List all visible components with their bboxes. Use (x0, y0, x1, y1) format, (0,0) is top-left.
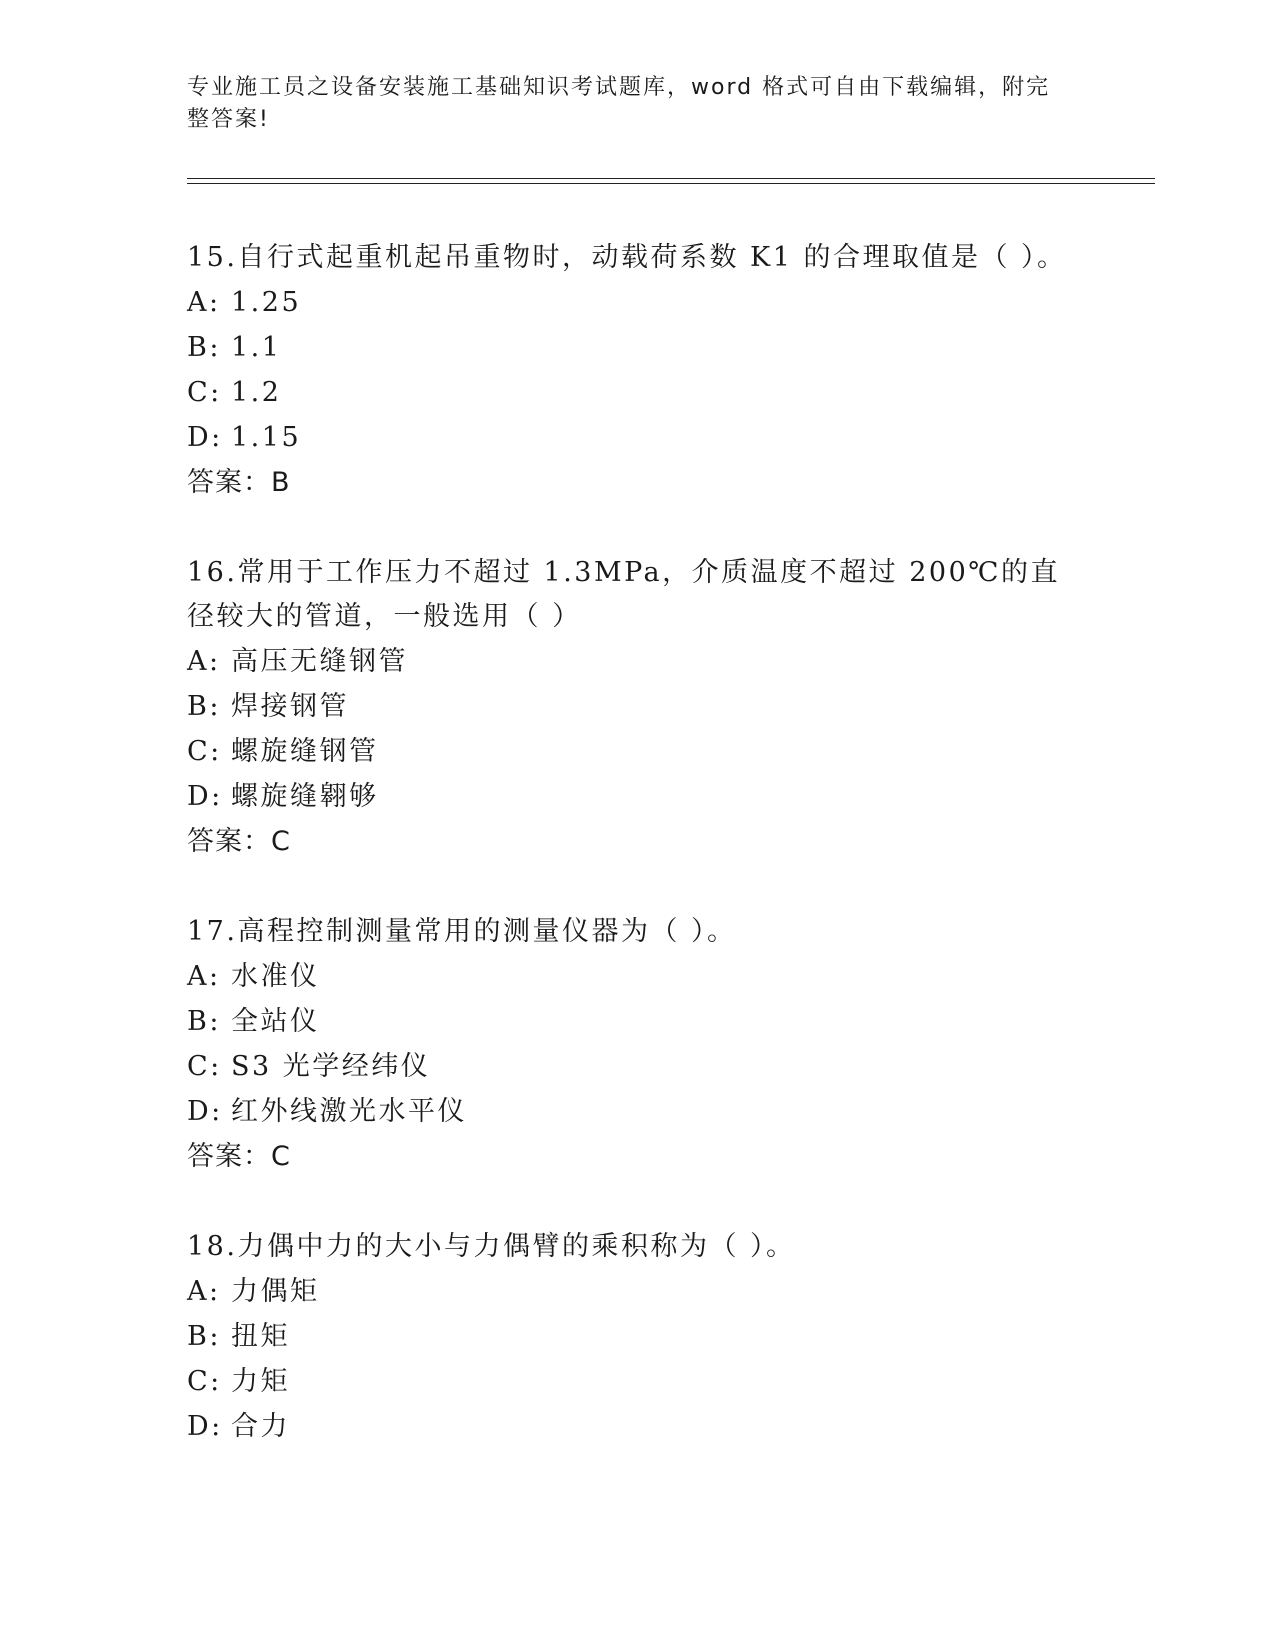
option-b (187, 999, 1087, 1044)
option-text: 水准仪 (231, 961, 320, 992)
option-letter: D: (187, 422, 223, 453)
option-letter: A: (187, 1276, 221, 1307)
option-letter: D: (187, 781, 223, 812)
question-title: 15.自行式起重机起吊重物时，动载荷系数 K1 的合理取值是（ ）。 (187, 242, 1067, 273)
option-c (187, 1044, 1087, 1089)
option-a (187, 639, 1087, 684)
header-divider-top (187, 178, 1155, 179)
question-title: 16.常用于工作压力不超过 1.3MPa，介质温度不超过 200℃的直径较大的管道，一般选用（ ） (187, 557, 1060, 632)
question-title: 18.力偶中力的大小与力偶臂的乘积称为（ ）。 (187, 1231, 796, 1262)
option-text: 扭矩 (231, 1321, 290, 1352)
option-letter: C: (187, 377, 222, 408)
question-18 (187, 1225, 1087, 1449)
option-text: 合力 (231, 1411, 290, 1442)
question-17 (187, 910, 1087, 1180)
option-c (187, 1359, 1087, 1404)
option-text: 1.15 (231, 422, 302, 453)
option-d (187, 415, 1087, 460)
option-text: 1.1 (231, 332, 282, 363)
option-letter: B: (187, 691, 221, 722)
option-a (187, 954, 1087, 999)
option-a (187, 1269, 1087, 1314)
option-d (187, 1404, 1087, 1449)
option-a (187, 280, 1087, 325)
option-letter: B: (187, 332, 221, 363)
option-c (187, 729, 1087, 774)
question-title: 17.高程控制测量常用的测量仪器为（ ）。 (187, 916, 737, 947)
option-b (187, 325, 1087, 370)
question-15 (187, 236, 1087, 506)
option-b (187, 684, 1087, 729)
answer-line: 答案：C (187, 1141, 291, 1172)
option-letter: B: (187, 1321, 221, 1352)
option-text: 力偶矩 (231, 1276, 320, 1307)
option-d (187, 1089, 1087, 1134)
option-text: 螺旋缝翱够 (231, 781, 379, 812)
option-letter: C: (187, 1051, 222, 1082)
option-text: 1.25 (231, 287, 302, 318)
option-letter: B: (187, 1006, 221, 1037)
option-text: 全站仪 (231, 1006, 320, 1037)
option-letter: A: (187, 646, 221, 677)
document-header-text: 专业施工员之设备安装施工基础知识考试题库，word 格式可自由下载编辑，附完整答案! (187, 75, 1051, 132)
option-text: 力矩 (231, 1366, 290, 1397)
option-text: 红外线激光水平仪 (231, 1096, 467, 1127)
option-letter: D: (187, 1411, 223, 1442)
question-16 (187, 551, 1087, 865)
option-letter: A: (187, 287, 221, 318)
answer-line: 答案：C (187, 826, 291, 857)
answer-line: 答案：B (187, 467, 291, 498)
option-letter: C: (187, 1366, 222, 1397)
option-letter: D: (187, 1096, 223, 1127)
question-list (187, 236, 1087, 1494)
option-letter: C: (187, 736, 222, 767)
header-divider-bottom (187, 183, 1155, 184)
option-text: 螺旋缝钢管 (231, 736, 379, 767)
option-text: 焊接钢管 (231, 691, 349, 722)
option-b (187, 1314, 1087, 1359)
option-letter: A: (187, 961, 221, 992)
option-text: 高压无缝钢管 (231, 646, 408, 677)
option-text: S3 光学经纬仪 (231, 1051, 431, 1082)
option-text: 1.2 (231, 377, 282, 408)
option-d (187, 774, 1087, 819)
option-c (187, 370, 1087, 415)
